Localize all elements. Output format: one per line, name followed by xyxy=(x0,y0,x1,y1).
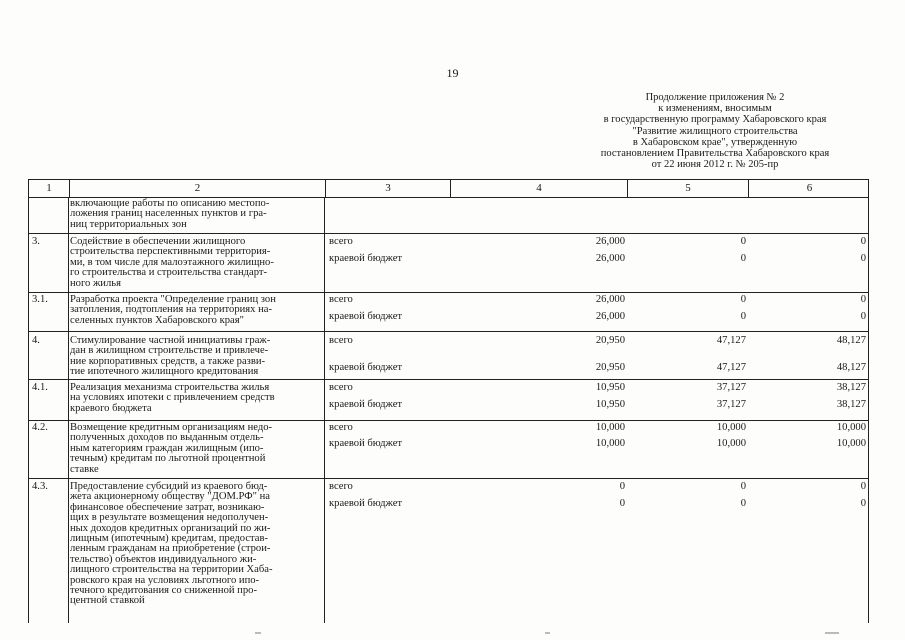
value-col4: 26,000 xyxy=(595,294,625,305)
description-line: на условиях ипотеки с привлечением средств xyxy=(70,392,275,404)
description-line: центной ставкой xyxy=(70,595,145,607)
value-col5: 37,127 xyxy=(716,399,746,410)
row-description xyxy=(70,199,322,230)
description-line: Реализация механизма строительства жилья xyxy=(70,382,270,393)
description-line: щих в результате возмещения недополучен- xyxy=(70,512,269,524)
column-header: 5 xyxy=(627,180,748,197)
column-divider xyxy=(68,198,69,623)
value-col5: 10,000 xyxy=(716,422,746,433)
value-col6: 0 xyxy=(860,311,866,322)
row-number: 4.1. xyxy=(32,382,48,393)
value-col6: 10,000 xyxy=(836,422,866,433)
row-separator xyxy=(28,379,869,380)
value-col5: 0 xyxy=(740,236,746,247)
header-line: в Хабаровском крае", утвержденную xyxy=(632,136,798,148)
value-col6: 38,127 xyxy=(836,399,866,410)
funding-source: краевой бюджет xyxy=(329,399,403,410)
row-description xyxy=(70,336,322,378)
description-line: ми, в том числе для малоэтажного жилищно- xyxy=(70,256,274,268)
description-line: лищного строительства на территории Хаба- xyxy=(70,564,273,576)
funding-source: краевой бюджет xyxy=(329,438,403,449)
funding-source: всего xyxy=(329,335,353,346)
value-col5: 0 xyxy=(740,481,746,492)
value-col5: 0 xyxy=(740,294,746,305)
description-line: краевого бюджета xyxy=(70,402,152,414)
description-line: ленным гражданам на приобретение (строи- xyxy=(70,543,271,555)
value-col4: 26,000 xyxy=(595,236,625,247)
value-col6: 0 xyxy=(860,498,866,509)
scan-artifacts xyxy=(0,632,905,640)
header-line: к изменениям, вносимым xyxy=(658,103,772,115)
description-line: селенных пунктов Хабаровского края" xyxy=(70,314,244,326)
value-col4: 26,000 xyxy=(595,311,625,322)
description-line: дан в жилищном строительстве и привлече- xyxy=(70,345,269,357)
description-line: течным) кредитам по льготной процентной xyxy=(70,453,266,465)
description-line: Предоставление субсидий из краевого бюд- xyxy=(70,481,268,492)
value-col6: 48,127 xyxy=(836,362,866,373)
value-col4: 10,000 xyxy=(595,438,625,449)
description-line: ставке xyxy=(70,463,99,475)
page-number: 19 xyxy=(446,66,459,80)
description-line: тельство) объектов индивидуального жи- xyxy=(70,553,257,565)
header-line: в государственную программу Хабаровского края xyxy=(603,114,827,126)
row-separator xyxy=(28,292,869,293)
value-col6: 0 xyxy=(860,481,866,492)
row-number: 4.3. xyxy=(32,481,48,492)
description-line: ным категориям граждан жилищным (ипо- xyxy=(70,442,264,454)
value-col6: 0 xyxy=(860,236,866,247)
value-col6: 10,000 xyxy=(836,438,866,449)
value-col5: 47,127 xyxy=(716,335,746,346)
row-description xyxy=(70,482,322,607)
value-col4: 26,000 xyxy=(595,253,625,264)
value-col4: 20,950 xyxy=(595,335,625,346)
description-line: Стимулирование частной инициативы граж- xyxy=(70,335,271,346)
value-col6: 0 xyxy=(860,253,866,264)
scan-mark xyxy=(255,632,261,634)
column-header: 4 xyxy=(450,180,627,197)
value-col5: 0 xyxy=(740,253,746,264)
value-col5: 10,000 xyxy=(716,438,746,449)
row-number: 4. xyxy=(32,335,40,346)
description-line: тие ипотечного жилищного кредитования xyxy=(70,366,259,378)
description-line: строительства перспективными территория- xyxy=(70,246,271,258)
value-col5: 47,127 xyxy=(716,362,746,373)
value-col6: 0 xyxy=(860,294,866,305)
header-line: от 22 июня 2012 г. № 205-пр xyxy=(651,159,779,171)
value-col6: 48,127 xyxy=(836,335,866,346)
row-number: 3.1. xyxy=(32,294,48,305)
row-description xyxy=(70,423,322,475)
value-col5: 0 xyxy=(740,498,746,509)
table-border xyxy=(28,198,29,623)
description-line: го строительства и строительства стандарт- xyxy=(70,267,268,279)
funding-source: всего xyxy=(329,481,353,492)
table-border xyxy=(868,198,869,623)
description-line: затопления, подтопления на территориях на- xyxy=(70,304,273,316)
row-description xyxy=(70,295,322,326)
value-col4: 10,950 xyxy=(595,382,625,393)
description-line: ние корпоративных средств, а также разви- xyxy=(70,355,266,367)
description-line: жета акционерному обществу "ДОМ.РФ" на xyxy=(70,491,270,503)
scan-mark xyxy=(545,632,550,634)
value-col5: 37,127 xyxy=(716,382,746,393)
row-description xyxy=(70,383,322,414)
table-header-row xyxy=(28,179,869,198)
funding-source: краевой бюджет xyxy=(329,311,403,322)
description-line: ного жилья xyxy=(70,277,121,289)
value-col6: 38,127 xyxy=(836,382,866,393)
value-col5: 0 xyxy=(740,311,746,322)
funding-source: всего xyxy=(329,422,353,433)
description-line: Возмещение кредитным организациям недо- xyxy=(70,422,273,433)
row-number: 3. xyxy=(32,236,40,247)
column-header: 2 xyxy=(69,180,325,197)
row-separator xyxy=(28,420,869,421)
description-line: ложения границ населенных пунктов и гра- xyxy=(70,208,267,220)
funding-source: всего xyxy=(329,236,353,247)
description-line: финансовое обеспечение затрат, возникаю- xyxy=(70,501,265,513)
description-line: ровского края на условиях льготного ипо- xyxy=(70,574,260,586)
description-line: Разработка проекта "Определение границ зон xyxy=(70,294,276,305)
header-line: Продолжение приложения № 2 xyxy=(645,92,785,103)
column-header: 6 xyxy=(748,180,870,197)
row-separator xyxy=(28,233,869,234)
funding-source: краевой бюджет xyxy=(329,253,403,264)
column-header: 1 xyxy=(46,182,52,194)
row-separator xyxy=(28,331,869,332)
description-line: ных доходов кредитных организаций по жи- xyxy=(70,522,271,534)
value-col4: 10,950 xyxy=(595,399,625,410)
header-line: постановлением Правительства Хабаровского края xyxy=(600,148,830,160)
row-separator xyxy=(28,478,869,479)
description-line: ниц территориальных зон xyxy=(70,218,187,230)
row-description xyxy=(70,237,322,289)
description-line: включающие работы по описанию местопо- xyxy=(70,198,270,209)
column-divider xyxy=(324,198,325,623)
header-line: "Развитие жилищного строительства xyxy=(632,125,798,137)
value-col4: 10,000 xyxy=(595,422,625,433)
scan-mark xyxy=(825,632,839,634)
value-col4: 0 xyxy=(619,498,625,509)
row-number: 4.2. xyxy=(32,422,48,433)
appendix-header xyxy=(560,92,870,170)
description-line: лищным (ипотечным) кредитам, предостав- xyxy=(70,533,269,545)
description-line: полученных доходов по выданным отдель- xyxy=(70,432,264,444)
description-line: Содействие в обеспечении жилищного xyxy=(70,236,246,247)
column-header: 3 xyxy=(325,180,450,197)
description-line: течного кредитования со сниженной про- xyxy=(70,585,257,597)
funding-source: всего xyxy=(329,382,353,393)
value-col4: 0 xyxy=(619,481,625,492)
value-col4: 20,950 xyxy=(595,362,625,373)
funding-source: краевой бюджет xyxy=(329,362,403,373)
funding-source: всего xyxy=(329,294,353,305)
funding-source: краевой бюджет xyxy=(329,498,403,509)
